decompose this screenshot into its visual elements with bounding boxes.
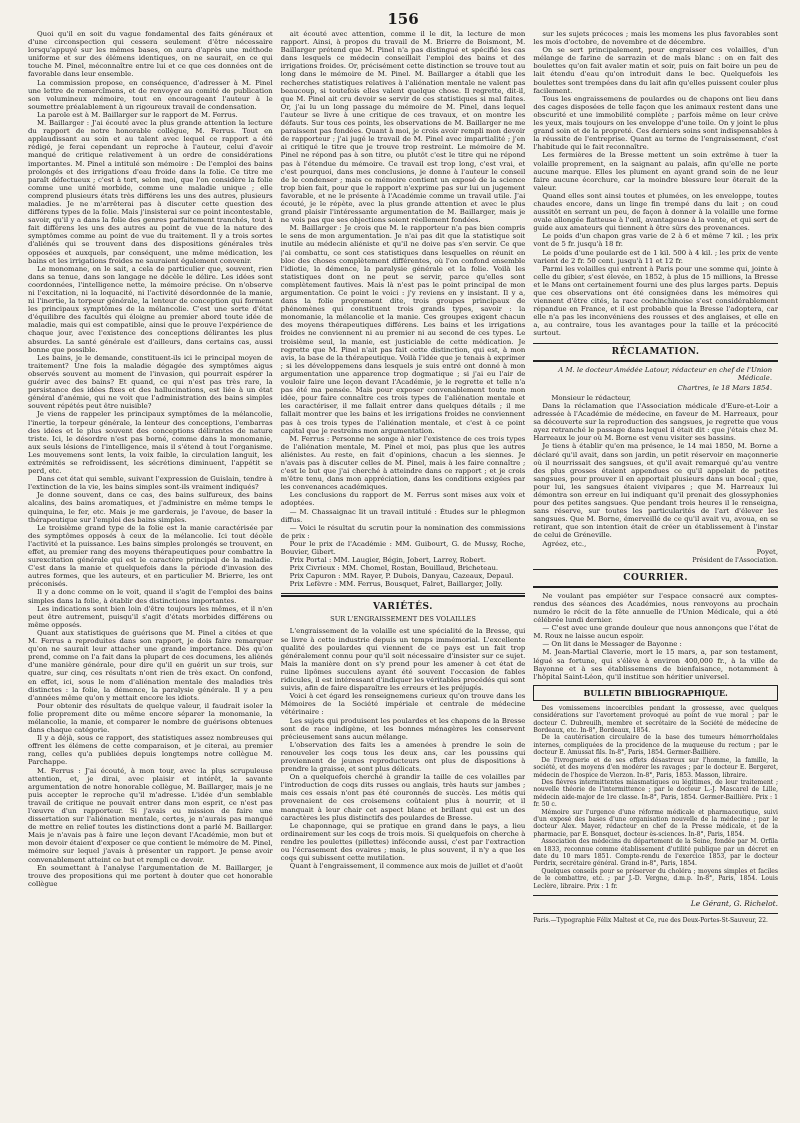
- paragraph: Quant à l'engraissement, il commence aux mois de juillet et d'août: [289, 862, 523, 871]
- paragraph: Je donne souvent, dans ce cas, des bains sulfureux, des bains alcalins, des bains aromatiques, et j'administre en même temps le quinquina, le fer, etc. Mais je me garderais, je l'avoue, de baser la thérapeutique sur l'emploi des bains simples.: [28, 491, 273, 524]
- section-rule: [533, 343, 778, 344]
- paragraph: Voici à cet égard les renseignemens curieux qu'on trouve dans les Mémoires de la Société impériale et centrale de médecine vétérinaire :: [280, 692, 526, 717]
- paragraph: Parmi les volailles qui entrent à Paris pour une somme qui, jointe à celle du gibier, s'est élevée, en 1852, à plus de 15 millions, la Bresse et le Mans ont certainement fourni une des plus larges parts. Depuis que ces observations ont été consignées dans les mémoires qui viennent d'être cités, la race cochinchinoise s'est considérablement répandue en France, et il est probable que la Bresse l'adoptera, car elle n'a pas les inconvéniens des rousses et des anglaises, et elle en a, au contraire, tous les avantages pour la taille et la précocité surtout.: [533, 264, 779, 338]
- gerant-line: Le Gérant, G. Richelot.: [690, 899, 779, 908]
- section-rule: [533, 569, 778, 570]
- paragraph: Je viens de rappeler les principaux symptômes de la mélancolie, l'inertie, la torpeur générale, la lenteur des conceptions, l'embarras des idées et le plus souvent des conceptions délirantes de nature triste. Ici, le désordre n'est pas borné, comme dans la monomanie, aux seuls lésions de l'intelligence, mais il s'étend à tout l'organisme. Les mouvemens sont lents, la voix faible, la circulation languit, les extrémités se refroidissent, les sécrétions diminuent, l'appétit se perd, etc.: [28, 410, 273, 476]
- biblio-item: Des vomissemens incoercibles pendant la grossesse, avec quelques considérations sur l'avortement provoqué au point de vue moral ; par le docteur C. Dubreuilh, membre et secrétaire de la Société de médecine de Bordeaux, etc. In-8°, Bordeaux, 1854.: [533, 704, 779, 735]
- reclamation-byline: A M. le docteur Amédée Latour, rédacteur en chef de l'Union Médicale.: [558, 365, 773, 382]
- columns: [28, 30, 778, 1115]
- column-3: [533, 30, 778, 1115]
- paragraph: Il y a déjà, sous ce rapport, des statistiques assez nombreuses qui offrent les élémens de cette comparaison, et je citerai, au premier rang, celles qu'a publiées depuis longtemps notre collègue M. Parchappe.: [28, 734, 273, 767]
- section-rule: [281, 593, 526, 594]
- paragraph: La commission propose, en conséquence, d'adresser à M. Pinel une lettre de remercîmens, et de renvoyer au comité de publication son volumineux mémoire, tout en encourageant l'auteur à le soumettre préalablement à un rigoureux travail de condensation.: [28, 78, 273, 111]
- paragraph: Les conclusions du rapport de M. Ferrus sont mises aux voix et adoptées.: [280, 491, 526, 508]
- paragraph: Tous les engraissemens de poulardes ou de chapons ont lieu dans des cages disposées de telle façon que les animaux restent dans une obscurité et une immobilité complète ; parfois même on leur crève les yeux, mais toujours on les enveloppe d'une toile. On y joint le plus grand soin et de la propreté. Ces derniers soins sont indispensables à la réussite de l'entreprise. Quant au terme de l'engraissement, c'est l'habitude qui le fait reconnaître.: [533, 94, 779, 152]
- paragraph: Dans cet état qui semble, suivant l'expression de Guislain, tendre à l'extinction de la vie, les bains simples sont-ils vraiment indiqués?: [28, 475, 273, 492]
- prize-commission-item: Prix Lefèvre : MM. Ferrus, Bousquet, Falret, Baillarger, Jolly.: [289, 580, 503, 589]
- reclamation-heading: RÉCLAMATION.: [611, 346, 700, 357]
- reclamation-dateline: Chartres, le 18 Mars 1854.: [677, 383, 773, 392]
- biblio-items: [533, 705, 778, 890]
- paragraph: Agréez, etc.,: [542, 539, 587, 548]
- section-rule: [533, 895, 778, 896]
- section-rule-thick: [281, 595, 526, 597]
- section-rule-thick: [533, 360, 778, 362]
- paragraph: Il y a donc comme on le voit, quand il s'agit de l'emploi des bains simples dans la folie, à établir des distinctions importantes.: [28, 588, 273, 605]
- prize-commission-item: Prix Portal : MM. Laugier, Bégin, Jobert, Larrey, Robert.: [289, 556, 486, 565]
- biblio-item: De l'ivrognerie et de ses effets désastreux sur l'homme, la famille, la société, et des moyens d'en modérer les ravages ; par le docteur E. Bergeret, médecin de l'hospice de Vierzon. In-8°, Paris, 1853. Masson, libraire.: [533, 756, 779, 779]
- paragraph: M. Baillarger : J'ai écouté avec la plus grande attention la lecture du rapport de notre honorable collègue, M. Ferrus. Tout en applaudissant au soin et au talent avec lequel ce rapport a été rédigé, je ferai cependant un reproche à l'auteur, celui d'avoir manqué de critique relativement à un ordre de considérations importantes. M. Pinel a intitulé son mémoire : De l'emploi des bains prolongés et des irrigations d'eau froide dans la folie. Ce titre me paraît défectueux ; c'est à tort, selon moi, que l'on considère la folie comme une unité morbide, comme une maladie unique ; elle comprend plusieurs états très différens les uns des autres, plusieurs maladies. Je ne m'arrêterai pas à discuter cette question des différens types de la folie. Mais j'insisterai sur ce point incontestable, savoir, qu'il y a dans la folie des genres parfaitement tranchés, tout à fait différens les uns des autres au point de vue de la nature des symptômes comme au point de vue du traitement. Il y a trois sortes d'aliénés qui se trouvent dans des dispositions générales très opposées et auxquels, par conséquent, une même médication, les bains et les irrigations froides ne sauraient également convenir.: [28, 119, 273, 265]
- paragraph: Pour obtenir des résultats de quelque valeur, il faudrait isoler la folie proprement dite ou même encore séparer la monomanie, la mélancolie, la manie, et comparer le nombre de guérisons obtenues dans chaque catégorie.: [28, 701, 273, 735]
- paragraph: Quand elles sont ainsi toutes et plumées, on les enveloppe, toutes chaudes encore, dans un linge fin trempé dans du lait ; on coud aussitôt en serrant un peu, de façon à donner à la volaille une forme ovale allongée flatteuse à l'œil, avantageuse à la vente, et qui sert de guide aux amateurs qui tiennent à être sûrs des provenances.: [533, 191, 779, 233]
- column-1: [28, 30, 273, 1115]
- varietes-article: [281, 627, 526, 870]
- paragraph: Le troisième grand type de la folie est la manie caractérisée par des symptômes opposés à ceux de la mélancolie. Ici tout décèle l'activité et la puissance. Les bains simples prolongés se trouvent, en effet, au premier rang des moyens thérapeutiques pour combattre la surexcitation générale qui est le caractère principal de la maladie. C'est dans la manie et quelquefois dans la période d'invasion des autres formes, que les auteurs, et en particulier M. Brierre, les ont préconisés.: [28, 523, 273, 589]
- column-2: [281, 30, 526, 1115]
- page-number: 156: [387, 10, 419, 28]
- paragraph: Les bains, je le demande, constituent-ils ici le principal moyen de traitement? Une fois la maladie dégagée des symptômes aigus observés souvent au moment de l'invasion, qui pourrait espérer la guérir avec des bains? Et quand, ce qui n'est pas très rare, la persistance des idées fixes et des hallucinations, est liée à un état général d'anémie, qui ne voit que l'administration des bains simples souvent répétés peut être nuisible?: [28, 353, 273, 411]
- printer-line: Paris.—Typographie Félix Maltest et Ce, rue des Deux-Portes-St-Sauveur, 22.: [533, 917, 768, 925]
- paragraph: Les indications sont bien loin d'être toujours les mêmes, et il n'en peut être autrement, puisqu'il s'agit d'états morbides différens ou même opposés.: [28, 604, 273, 629]
- reclamation-salutation: Monsieur le rédacteur,: [551, 393, 631, 402]
- paragraph: Le poids d'un chapon gras varie de 2 à 6 et même 7 kil. ; les prix vont de 5 fr. jusqu'à 18 fr.: [533, 232, 779, 249]
- paragraph: Le monomane, on le sait, a cela de particulier que, souvent, rien dans sa tenue, dans son langage ne décèle le délire. Les idées sont coordonnées, l'intelligence nette, la mémoire précise. On n'observe ni l'excitation, ni la loquacité, ni l'activité désordonnée de la manie, ni l'inertie, la torpeur générale, la lenteur de conception qui forment les principaux symptômes de la mélancolie. C'est une sorte d'état d'équilibre des facultés qui éloigne au premier abord toute idée de maladie, mais qui est compatible, ainsi que le prouve l'expérience de chaque jour, avec l'existence des conceptions délirantes les plus absurdes. La santé générale est d'ailleurs, dans certains cas, aussi bonne que possible.: [28, 264, 273, 354]
- paragraph: Le chaponnage, qui se pratique en grand dans le pays, a lieu ordinairement sur les coqs de trois mois. Si quelquefois on cherche à rendre les poulettes (pillettes) inféconde aussi, c'est par l'extraction ou l'écrasement des ovaires ; mais, le plus souvent, il n'y a que les coqs qui subissent cette mutilation.: [280, 821, 526, 863]
- biblio-item: De la cautérisation circulaire de la base des tumeurs hémorrhoïdales internes, compliquées de la procidence de la muqueuse du rectum ; par le docteur E. Amussat fils. In-8°, Paris, 1854. Germer-Baillière.: [533, 734, 779, 757]
- prize-commissions-list: [281, 556, 526, 588]
- paragraph: Le poids d'une poularde est de 1 kil. 500 à 4 kil. ; les prix de vente varient de 2 fr. 50 cent. jusqu'à 11 et 12 fr.: [533, 248, 779, 265]
- paragraph: ait écouté avec attention, comme il le dit, la lecture de mon rapport. Ainsi, à propos du travail de M. Brierre de Boismont, M. Baillarger prétend que M. Pinel n'a pas distingué et spécifié les cas dans lesquels ce médecin conseillait l'emploi des bains et des irrigations froides. Or, précisément cette distinction se trouve tout au long dans le mémoire de M. Pinel. M. Baillarger a établi que les recherches statistiques relatives à l'aliénation mentale ne valent pas beaucoup, si toutefois elles valent quelque chose. Il regrette, dit-il, que M. Pinel ait cru devoir se servir de ces statistiques si mal faites. Or, j'ai lu un long passage du mémoire de M. Pinel, dans lequel l'auteur se livre à une critique de ces travaux, et on montre les défauts. Sur tous ces points, les observations de M. Baillarger ne me paraissent pas fondées. Quant à moi, je crois avoir rempli mon devoir de rapporteur ; j'ai jugé le travail de M. Pinel avec impartialité ; j'en ai critiqué le titre que je trouve trop restreint. Le mémoire de M. Pinel ne répond pas à son titre, ou plutôt c'est le titre qui ne répond pas à l'étendue du mémoire. Ce travail est trop long, c'est vrai, et c'est pourquoi, dans mes conclusions, je donne à l'auteur le conseil de le condenser ; mais ce mémoire contient un exposé de la science trop bien fait, pour que le rapport n'exprime pas sur lui un jugement favorable, et ne le présente à l'Académie comme un travail utile. J'ai écouté, je le répète, avec la plus grande attention et avec le plus grand plaisir l'intéressante argumentation de M. Baillarger, mais je ne vois pas que ses objections soient réellement fondées.: [280, 30, 526, 225]
- biblio-item: Quelques conseils pour se préserver du choléra ; moyens simples et faciles de le combattre, etc. ; par J.-D. Vergne, d.m.p. In-8°, Paris, 1854. Louis Leclère, libraire. Prix : 1 fr.: [533, 867, 779, 890]
- paragraph: Ne voulant pas empiéter sur l'espace consacré aux comptes-rendus des séances des Académies, nous renvoyons au prochain numéro le récit de la fête annuelle de l'Union Médicale, qui a été célébrée lundi dernier.: [533, 591, 779, 625]
- biblio-heading: BULLETIN BIBLIOGRAPHIQUE.: [533, 685, 778, 701]
- paragraph: Quoi qu'il en soit du vague fondamental des faits généraux et d'une circonspection qui cessera seulement d'être nécessaire lorsqu'appuyé sur les mêmes bases, on aura d'après une méthode uniforme et sur des élémens identiques, on ne saurait, en ce qui touche M. Pinel, méconnaître entre lui et ce que ces données ont de favorable dans leur ensemble.: [28, 30, 273, 79]
- paragraph: — Voici le résultat du scrutin pour la nomination des commissions de prix :: [280, 523, 526, 540]
- prize-commission-item: Prix Civrieux : MM. Chomel, Rostan, Bouillaud, Bricheteau.: [289, 564, 499, 573]
- paragraph: M. Baillarger : Je crois que M. le rapporteur n'a pas bien compris le sens de mon argumentation. Je n'ai pas dit que la statistique soit inutile au médecin aliéniste et qu'il ne doive pas s'en servir. Ce que j'ai combattu, ce sont ces statistiques dans lesquelles on réunit en bloc des choses complètement différentes, où l'on confond ensemble l'idiotie, la démence, la paralysie générale et la folie. Voilà les statistiques dont on ne peut se servir, parce qu'elles sont complètement fautives. Mais là n'est pas le point principal de mon argumentation. Ce point le voici : j'y reviens en y insistant. Il y a, dans la folie proprement dite, trois groupes principaux de phénomènes qui constituent trois grands types, savoir : la monomanie, la mélancolie et la manie. Ces groupes exigent chacun des moyens thérapeutiques différens. Les bains et les irrigations froides ne conviennent ni au premier ni au second de ces types. Le troisième seul, la manie, est justiciable de cette médication. Je regrette que M. Pinel n'ait pas fait cette distinction, qui est, à mon avis, la base de la thérapeutique. Voilà l'idée que je tenais à exprimer ; si les développemens dans lesquels je suis entré ont donné à mon argumentation une apparence trop dogmatique ; si j'ai eu l'air de vouloir faire une leçon devant l'Académie, je le regrette et telle n'a pas été ma pensée. Mais pour exposer convenablement toute mon idée, pour faire connaître ces trois types de l'aliénation mentale et les caractériser, il me fallait entrer dans quelques détails ; il me fallait montrer que les bains et les irrigations froides ne conviennent pas à ces trois types de l'aliénation mentale, et c'est à ce point capital que je restreins mon argumentation.: [280, 224, 526, 435]
- paragraph: Les fermières de la Bresse mettent un soin extrême à tuer la volaille proprement, en la saignant au palais, afin qu'elle ne porte aucune marque. Elles les plument en ayant grand soin de ne leur faire aucune écorchure, car la moindre blessure leur ôterait de la valeur.: [533, 151, 779, 192]
- section-rule-thick: [533, 586, 778, 588]
- biblio-item: Mémoire sur l'urgence d'une réforme médicale et pharmaceutique, suivi d'un exposé des bases d'une organisation nouvelle de la médecine ; par le docteur Alex. Mayer, rédacteur en chef de la Presse médicale, et de la pharmacie, par E. Bonsquet, docteur ès-sciences. In-8°, Paris, 1854.: [533, 808, 779, 838]
- paragraph: M. Ferrus : Personne ne songe à nier l'existence de ces trois types de l'aliénation mentale, M. Pinel et moi, pas plus que les autres aliénistes. Au reste, en fait d'opinions, chacun a les siennes. Je n'avais pas à discuter celles de M. Pinel, mais à les faire connaître ; c'est le but que j'ai cherché à atteindre dans ce rapport ; et je crois m'être tenu, dans mon appréciation, dans les conditions exigées par les convenances académiques.: [280, 434, 526, 492]
- prize-commission-item: Prix Capuron : MM. Rayer, P. Dubois, Danyau, Cazeaux, Depaul.: [289, 572, 514, 581]
- paragraph: Quant aux statistiques de guérisons que M. Pinel a citées et que M. Ferrus a reproduites dans son rapport, je dois faire remarquer qu'on ne saurait leur attacher une grande importance. Dès qu'on prend, comme on l'a fait dans la plupart de ces documens, les aliénés d'une manière générale, pour dire qu'il en guérit un sur trois, sur quatre, sur cinq, ces résultats n'ont rien de très exact. On confond, en effet, ici, sous le nom d'aliénation mentale des maladies très distinctes : la folie, la démence, la paralysie générale. Il y a peu d'années même qu'on y mettait encore les idiots.: [28, 628, 273, 702]
- courrier-heading: COURRIER.: [623, 572, 689, 583]
- reclamation-signature-title: Président de l'Association.: [692, 555, 779, 564]
- paragraph: L'engraissement de la volaille est une spécialité de la Bresse, qui se livre à cette industrie depuis un temps immémorial. L'excellente qualité des poulardes qui viennent de ce pays est un fait trop généralement connu pour qu'il soit nécessaire d'insister sur ce sujet. Mais la manière dont on s'y prend pour les amener à cet état de ruine lipômes succulens ayant été souvent l'occasion de fables ridicules, il est intéressant d'indiquer les véritables procédés qui sont suivis, afin de faire disparaître les erreurs et les préjugés.: [280, 627, 526, 693]
- paragraph: La parole est à M. Baillarger sur le rapport de M. Ferrus.: [37, 110, 238, 119]
- paragraph: On se sert principalement, pour engraisser ces volailles, d'un mélange de farine de sarrazin et de maïs blanc : on en fait des boulettes qu'on fait avaler matin et soir, puis on fait boire un peu de lait étendu d'eau qu'on introduit dans le bec. Quelquefois les boulettes sont trempées dans du lait afin qu'elles puissent couler plus facilement.: [533, 46, 779, 95]
- paragraph: On a quelquefois cherché à grandir la taille de ces volailles par l'introduction de coqs dits russes ou anglais, très hauts sur jambes ; mais ces essais n'ont pas été couronnés de succès. Les métis qui provenaient de ces croisemens coûtaient plus à nourrir, et il manquait à leur chair cet aspect blanc et brillant qui est un des caractères les plus distinctifs des poulardes de Bresse.: [280, 773, 526, 822]
- paragraph: — C'est avec une grande douleur que nous annonçons que l'état de M. Roux ne laisse aucun espoir.: [533, 624, 779, 641]
- paragraph: — M. Chassaignac lit un travail intitulé : Études sur le phlegmon diffus.: [280, 507, 526, 524]
- paragraph: En soumettant à l'analyse l'argumentation de M. Baillarger, je trouve des propositions qui me portent à douter que cet honorable collègue: [28, 863, 273, 888]
- courrier-body: [533, 592, 778, 681]
- reclamation-body: [533, 402, 778, 548]
- varietes-subheading: SUR L'ENGRAISSEMENT DES VOLAILLES: [330, 615, 476, 624]
- section-rule: [533, 913, 778, 914]
- paragraph: M. Jean-Martial Claverie, mort le 15 mars, a, par son testament, légué sa fortune, qui s'élève à environ 400,000 fr., à la ville de Bayonne et à ses établissemens de bienfaisance, notamment à l'hôpital Saint-Léon, qu'il institue son héritier universel.: [533, 648, 779, 681]
- paragraph: Pour le prix de l'Académie : MM. Guibourt, G. de Mussy, Roche, Bouvier, Gibert.: [280, 539, 526, 556]
- reclamation-signature: Poyet,: [756, 547, 779, 556]
- biblio-item: Des fièvres intermittentes miasmatiques ou légitimes, de leur traitement ; nouvelle théorie de l'intermittence ; par le docteur L.-J. Mascarel de Lille, médecin aide-major de 1re classe. In-8°, Paris, 1854. Germer-Baillière. Prix : 1 fr. 50 c.: [533, 778, 779, 809]
- varietes-heading: VARIÉTÉS.: [372, 602, 434, 613]
- paragraph: L'observation des faits les a amenées à prendre le soin de renouveler les coqs tous les deux ans, car les poussins qui proviennent de jeunes reproducteurs ont plus de dispositions à prendre la graisse, et sont plus délicats.: [280, 740, 526, 774]
- academy-continued: [281, 30, 526, 556]
- paragraph: — On lit dans le Messager de Bayonne :: [542, 640, 682, 649]
- paragraph: Je tiens à établir qu'en ma présence, le 14 mai 1850, M. Borne a déclaré qu'il avait, dans son jardin, un petit réservoir en maçonnerie où il nourrissait des sangsues, et qu'il avait remarqué qu'au ventre des plus grosses étaient appendues ce qu'il appelait de petites sangsues, pour prouver il en apportait plusieurs dans un bocal ; que, pour lui, les sangsues étaient vivipares ; que M. Harreaux lui démontra son erreur en lui indiquant qu'il prenait des glossyphonies pour des petites sangsues. Que pendant trois heures il le renseigna, sans réserve, sur toutes les particularités de l'art d'élever les sangsues. Que M. Borne, émerveillé de ce qu'il avait vu, avoua, en se retirant, que son intention était de créer un établissement à l'instar de celui de Gréneville.: [533, 442, 779, 540]
- poultry-article-continued: [533, 30, 778, 338]
- paragraph: Dans la réclamation que l'Association médicale d'Eure-et-Loir a adressée à l'Académie de médecine, en faveur de M. Harreaux, pour sa découverte sur la reproduction des sangsues, je regrette que vous ayez retranché le passage dans lequel il était dit : que j'étais chez M. Harreaux le jour où M. Borne est venu visiter ses bassins.: [533, 401, 779, 443]
- paragraph: Les sujets qui produisent les poulardes et les chapons de la Bresse sont de race indigène, et les bonnes ménagères les conservent précieusement sans aucun mélange.: [280, 716, 526, 741]
- paragraph: sur les sujets précoces ; mais les momens les plus favorables sont les mois d'octobre, de novembre et de décembre.: [533, 30, 779, 47]
- paragraph: M. Ferrus : J'ai écouté, à mon tour, avec la plus scrupuleuse attention, et, je dirai, avec plaisir et intérêt, la savante argumentation de notre honorable collègue, M. Baillarger, mais je ne puis accepter le reproche qu'il m'adresse. L'idée d'un semblable travail de critique ne pouvait entrer dans mon esprit, ce n'est pas l'œuvre d'un rapporteur. Si j'avais eu mission de faire une dissertation sur l'aliénation mentale, certes, je n'aurais pas manqué de mettre en relief toutes les distinctions dont a parlé M. Baillarger. Mais je n'avais pas à faire une leçon devant l'Académie, mon but et mon devoir étaient d'exposer ce que contient le mémoire de M. Pinel, mémoire sur lequel j'avais à présenter un rapport. Je pense avoir convenablement atteint ce but et rempli ce devoir.: [28, 766, 273, 864]
- biblio-item: Association des médecins du département de la Seine, fondée par M. Orfila en 1833, reconnue comme établissement d'utilité publique par un décret en date du 10 mars 1851. Compte-rendu de l'exercice 1853, par le docteur Perdrix, secrétaire général. Grand in-8°, Paris, 1854.: [533, 838, 779, 868]
